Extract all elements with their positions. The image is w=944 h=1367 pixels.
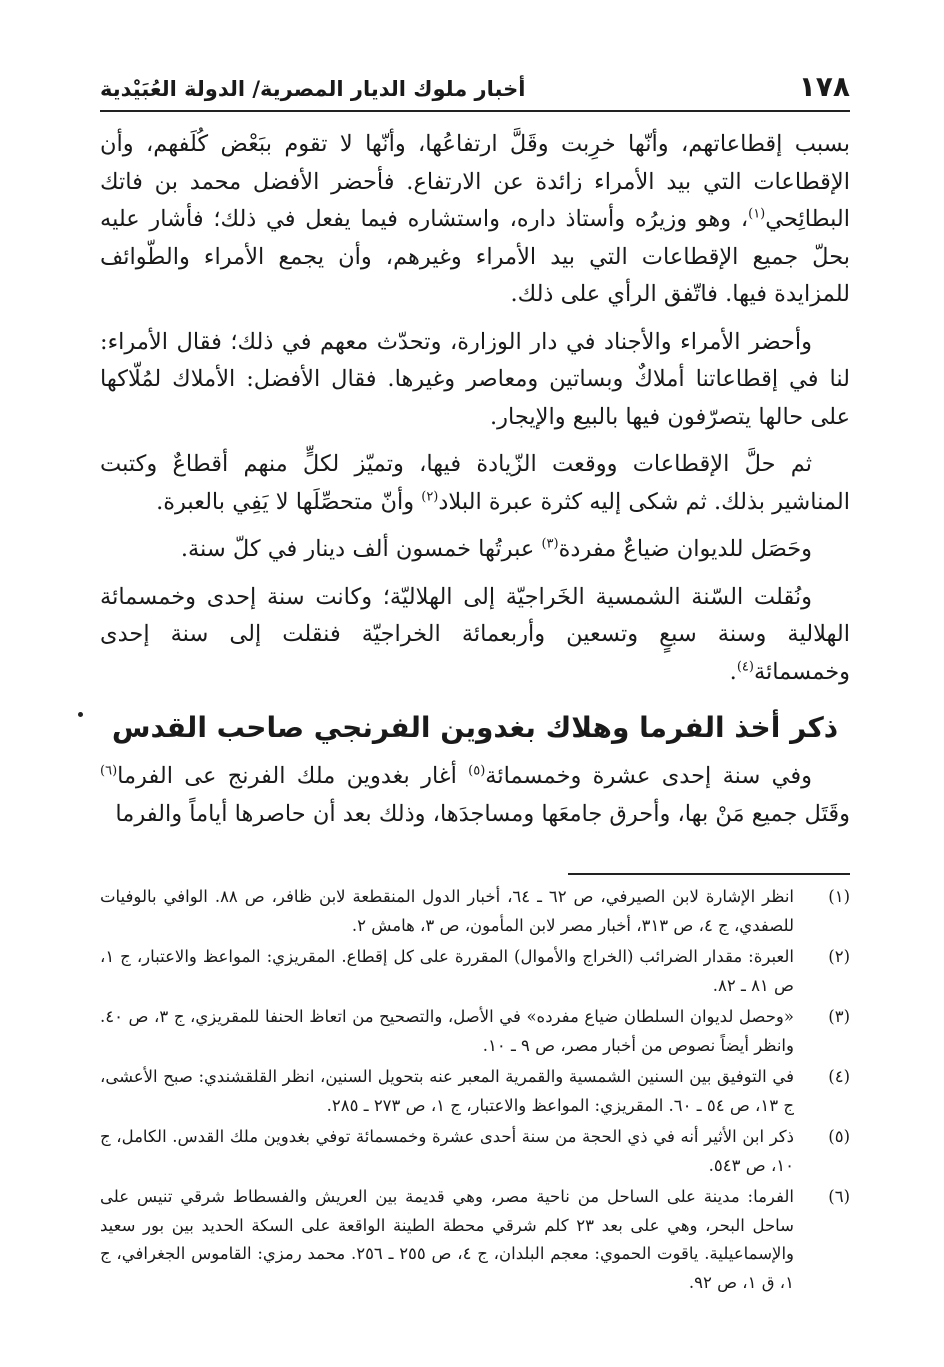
footnotes [100, 883, 850, 1297]
footnote-text: في التوفيق بين السنين الشمسية والقمرية المعبر عنه بتحويل السنين، انظر القلقشندي: صبح الأعشى، ج ١٣، ص ٥٤ ـ ٦٠. المقريزي: المواعظ والاعتبار، ج ١، ص ٢٧٣ ـ ٢٨٥. [100, 1067, 794, 1115]
paragraph: وحَصَل للديوان ضياعٌ مفردة$^{(٣)}$ عبرتُها خمسون ألف دينار في كلّ سنة. [180, 536, 812, 562]
footnote [100, 1003, 850, 1060]
paragraph: ثم حلَّ الإقطاعات ووقعت الزّيادة فيها، وتميّز لكلٍّ منهم أقطاعٌ وكتبت المناشير بذلك. ثم شكى إليه كثرة عبرة البلاد$^{(٢)}$ وأنّ متحصِّلَها لا يَفِي بالعبرة. [100, 451, 850, 515]
footnote [100, 943, 850, 1000]
footnote-number: (٦) [828, 1187, 850, 1206]
footnote-number: (١) [828, 887, 850, 906]
paragraph: وأحضر الأمراء والأجناد في دار الوزارة، وتحدّث معهم في ذلك؛ فقال الأمراء: لنا في إقطاعاتنا أملاكٌ وبساتين ومعاصر وغيرها. فقال الأفضل: الأملاك لمُلّاكها على حالها يتصرّفون فيها بالبيع والإيجار. [100, 328, 850, 430]
footnote-ref: (٦) [100, 763, 118, 779]
paragraph: وفي سنة إحدى عشرة وخمسمائة$^{(٥)}$ أغار بغدوين ملك الفرنج عى الفرما$^{(٦)}$ وقَتَل جميع مَنْ بها، وأحرق جامعَها ومساجدَها، وذلك بعد أن حاصرها أياماً والفرما [100, 763, 850, 827]
footnote-number: (٤) [828, 1067, 850, 1086]
footnote-number: (٢) [828, 947, 850, 966]
footnote-text: العبرة: مقدار الضرائب (الخراج والأموال) المقررة على كل إقطاع. المقريزي: المواعظ والاعتبار، ج ١، ص ٨١ ـ ٨٢. [100, 947, 794, 995]
footnote-separator [568, 873, 850, 875]
footnote-ref: (٤) [736, 659, 754, 674]
book-page [100, 70, 850, 1300]
footnote-number: (٥) [828, 1127, 850, 1146]
footnote-text: «وحصل لديوان السلطان ضياع مفرده» في الأصل، والتصحيح من اتعاظ الحنفا للمقريزي، ج ٣، ص ٤٠. وانظر أيضاً نصوص من أخبار مصر، ص ٩ ـ ١٠. [100, 1007, 794, 1055]
footnote [100, 1183, 850, 1297]
footnote-ref: (٥) [468, 763, 486, 779]
margin-dot [78, 712, 83, 717]
footnote-text: الفرما: مدينة على الساحل من ناحية مصر، وهي قديمة بين العريش والفسطاط شرقي تنيس على ساحل البحر، وهي على بعد ٢٣ كلم شرقي محطة الطينة الواقعة على السكة الحديد بين بور سعيد والإسماعيلية. ياقوت الحموي: معجم البلدان، ج ٤، ص ٢٥٥ ـ ٢٥٦. محمد رمزي: القاموس الجغرافي، ج ١، ق ١، ص ٩٢. [100, 1187, 795, 1292]
footnote-ref: (١) [748, 206, 766, 222]
footnote [100, 1123, 850, 1180]
footnote-ref: (٣) [541, 536, 559, 552]
header-title: أخبار ملوك الديار المصرية/ الدولة العُبَيْدية [100, 77, 526, 101]
paragraph: ونُقلت السّنة الشمسية الخَراجيّة إلى الهلاليّة؛ وكانت سنة إحدى وخمسمائة الهلالية وسنة سبعٍ وتسعين وأربعمائة الخراجيّة فنقلت إلى سنة إحدى وخمسمائة$^{(٤)}$. [100, 583, 850, 685]
footnote-text: انظر الإشارة لابن الصيرفي، ص ٦٢ ـ ٦٤، أخبار الدول المنقطعة لابن ظافر، ص ٨٨. الوافي بالوفيات للصفدي، ج ٤، ص ٣١٣، أخبار مصر لابن المأمون، ص ٣، هامش ٢. [100, 887, 794, 935]
page-number: ١٧٨ [798, 70, 850, 103]
footnote [100, 1063, 850, 1120]
body-text [100, 126, 850, 833]
running-header [100, 70, 850, 112]
paragraph: بسبب إقطاعاتهم، وأنّها خرِبت وقَلَّ ارتفاعُها، وأنّها لا تقوم ببَعْض كُلَفهم، وأن الإقطاعات التي بيد الأمراء زائدة عن الارتفاع. فأحضر الأفضل محمد بن فاتك البطائِحي$^{(١)}$، وهو وزيرُه وأستاذ داره، واستشاره فيما يفعل في ذلك؛ فأشار عليه بحلّ جميع الإقطاعات التي بيد الأمراء وغيرهم، وأن يجمع الأمراء والطّوائف للمزايدة فيها. فاتّفق الرأي على ذلك. [100, 131, 850, 307]
section-heading: ذكر أخذ الفرما وهلاك بغدوين الفرنجي صاحب القدس [111, 711, 839, 744]
footnote-text: ذكر ابن الأثير أنه في ذي الحجة من سنة أحدى عشرة وخمسمائة توفي بغدوين ملك القدس. الكامل، ج ١٠، ص ٥٤٣. [100, 1127, 794, 1175]
footnote-number: (٣) [828, 1007, 850, 1026]
footnote-ref: (٢) [421, 489, 439, 504]
footnote [100, 883, 850, 940]
